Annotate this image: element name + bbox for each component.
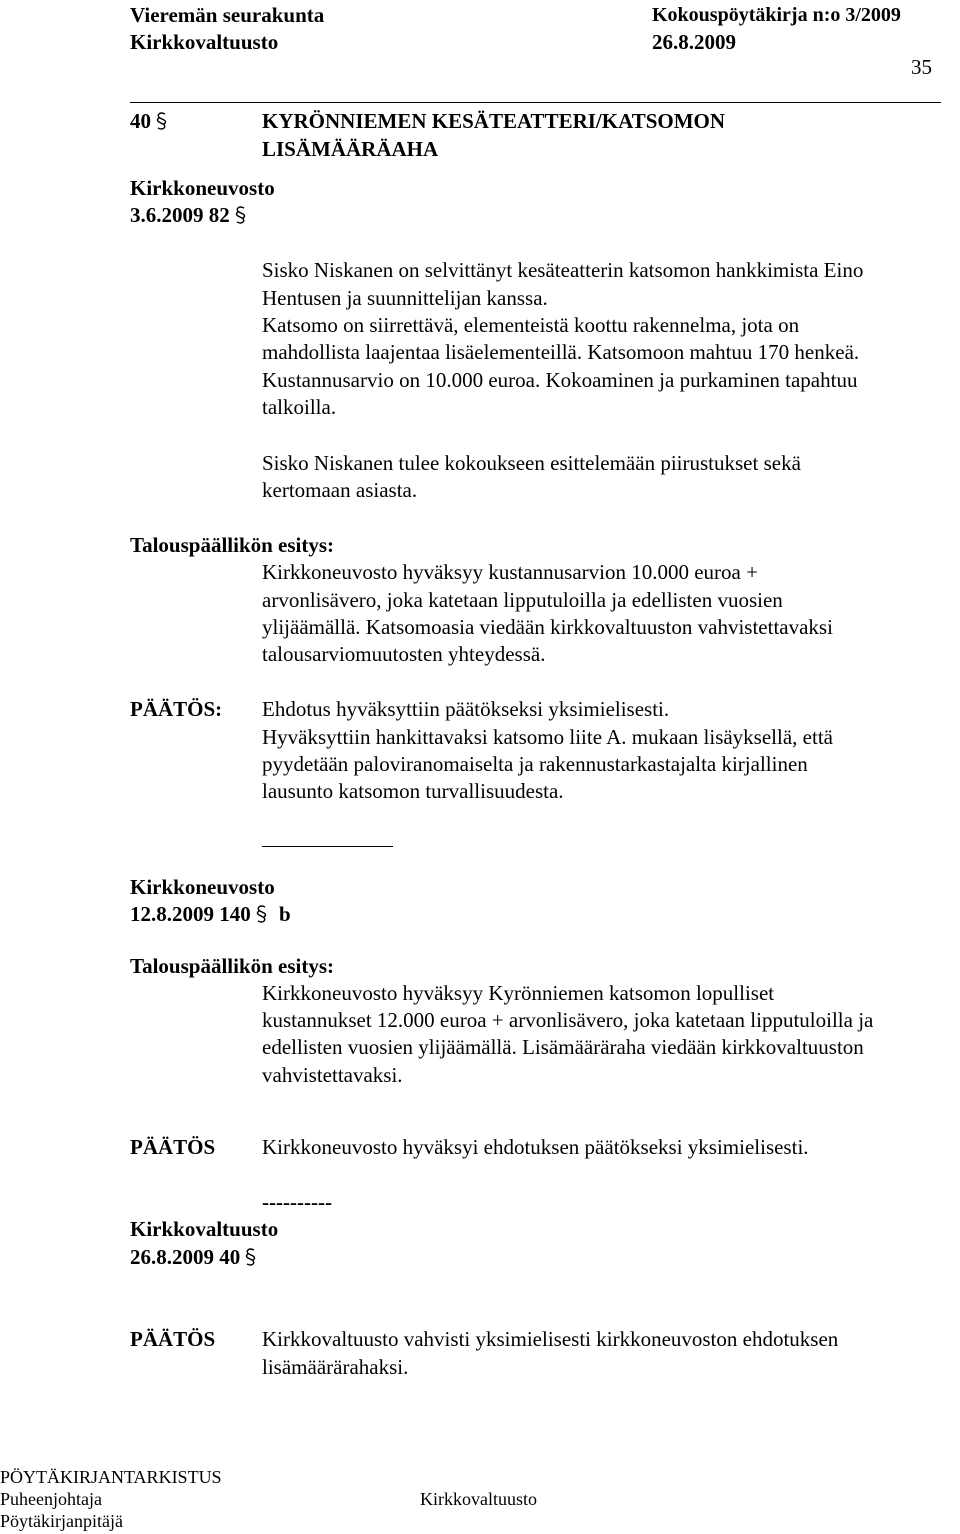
para2-line: kertomaan asiasta. bbox=[262, 478, 418, 502]
header-document-number: Kokouspöytäkirja n:o 3/2009 bbox=[652, 4, 901, 26]
ref2-body: Kirkkoneuvosto bbox=[130, 875, 275, 899]
proposal2-label: Talouspäällikön esitys: bbox=[130, 954, 335, 978]
footer-council: Kirkkovaltuusto bbox=[420, 1489, 537, 1509]
proposal1-line: Kirkkoneuvosto hyväksyy kustannusarvion 10.000 euroa + bbox=[262, 560, 758, 584]
decision3-line: Kirkkovaltuusto vahvisti yksimielisesti kirkkoneuvoston ehdotuksen bbox=[262, 1327, 839, 1351]
para1-line: Kustannusarvio on 10.000 euroa. Kokoaminen ja purkaminen tapahtuu bbox=[262, 368, 858, 392]
para1-line: Hentusen ja suunnittelijan kanssa. bbox=[262, 286, 548, 310]
footer-secretary: Pöytäkirjanpitäjä bbox=[0, 1511, 123, 1531]
section-title-line-1: KYRÖNNIEMEN KESÄTEATTERI/KATSOMON bbox=[262, 109, 726, 133]
para2-line: Sisko Niskanen tulee kokoukseen esittelemään piirustukset sekä bbox=[262, 451, 801, 475]
proposal2-line: Kirkkoneuvosto hyväksyy Kyrönniemen katsomon lopulliset bbox=[262, 981, 775, 1005]
header-organization: Vieremän seurakunta bbox=[130, 3, 325, 27]
ref3-date: 26.8.2009 40 bbox=[130, 1243, 257, 1271]
decision3-line: lisämäärärahaksi. bbox=[262, 1355, 409, 1379]
page-number: 35 bbox=[911, 55, 932, 79]
proposal2-line: vahvistettavaksi. bbox=[262, 1063, 403, 1087]
para1-line: Katsomo on siirrettävä, elementeistä koottu rakennelma, jota on bbox=[262, 313, 800, 337]
proposal1-line: talousarviomuutosten yhteydessä. bbox=[262, 642, 546, 666]
section-sign-icon bbox=[255, 905, 268, 923]
separator: ---------- bbox=[262, 1190, 332, 1214]
decision1-line: lausunto katsomon turvallisuudesta. bbox=[262, 779, 564, 803]
para1-line: Sisko Niskanen on selvittänyt kesäteatterin katsomon hankkimista Eino bbox=[262, 258, 864, 282]
short-divider bbox=[262, 846, 393, 847]
decision1-line: pyydetään paloviranomaiselta ja rakennustarkastajalta kirjallinen bbox=[262, 752, 808, 776]
section-sign-icon bbox=[234, 206, 247, 224]
decision1-line: Hyväksyttiin hankittavaksi katsomo liite A. mukaan lisäyksellä, että bbox=[262, 725, 833, 749]
proposal1-line: ylijäämällä. Katsomoasia viedään kirkkovaltuuston vahvistettavaksi bbox=[262, 615, 833, 639]
proposal2-line: edellisten vuosien ylijäämällä. Lisämääräraha viedään kirkkovaltuuston bbox=[262, 1035, 864, 1059]
ref1-date: 3.6.2009 82 bbox=[130, 201, 247, 229]
decision1-line: Ehdotus hyväksyttiin päätökseksi yksimielisesti. bbox=[262, 697, 670, 721]
decision2-label: PÄÄTÖS bbox=[130, 1135, 216, 1159]
ref3-body: Kirkkovaltuusto bbox=[130, 1217, 279, 1241]
section-sign-icon bbox=[155, 112, 168, 130]
decision2-text: Kirkkoneuvosto hyväksyi ehdotuksen päätökseksi yksimielisesti. bbox=[262, 1135, 809, 1159]
proposal1-label: Talouspäällikön esitys: bbox=[130, 533, 335, 557]
para1-line: talkoilla. bbox=[262, 395, 337, 419]
footer-chair: Puheenjohtaja bbox=[0, 1489, 102, 1509]
header-rule bbox=[130, 102, 941, 103]
ref2-date: 12.8.2009 140 b bbox=[130, 902, 291, 926]
header-date: 26.8.2009 bbox=[652, 30, 736, 54]
para1-line: mahdollista laajentaa lisäelementeillä. Katsomoon mahtuu 170 henkeä. bbox=[262, 340, 860, 364]
section-title-line-2: LISÄMÄÄRÄAHA bbox=[262, 137, 439, 161]
header-body: Kirkkovaltuusto bbox=[130, 30, 279, 54]
footer-title: PÖYTÄKIRJANTARKISTUS bbox=[0, 1467, 222, 1487]
section-sign-icon bbox=[244, 1248, 257, 1266]
proposal1-line: arvonlisävero, joka katetaan lipputuloilla ja edellisten vuosien bbox=[262, 588, 783, 612]
ref1-body: Kirkkoneuvosto bbox=[130, 176, 275, 200]
decision1-label: PÄÄTÖS: bbox=[130, 697, 223, 721]
proposal2-line: kustannukset 12.000 euroa + arvonlisävero, joka katetaan lipputuloilla ja bbox=[262, 1008, 874, 1032]
section-number: 40 bbox=[130, 107, 168, 135]
decision3-label: PÄÄTÖS bbox=[130, 1327, 216, 1351]
